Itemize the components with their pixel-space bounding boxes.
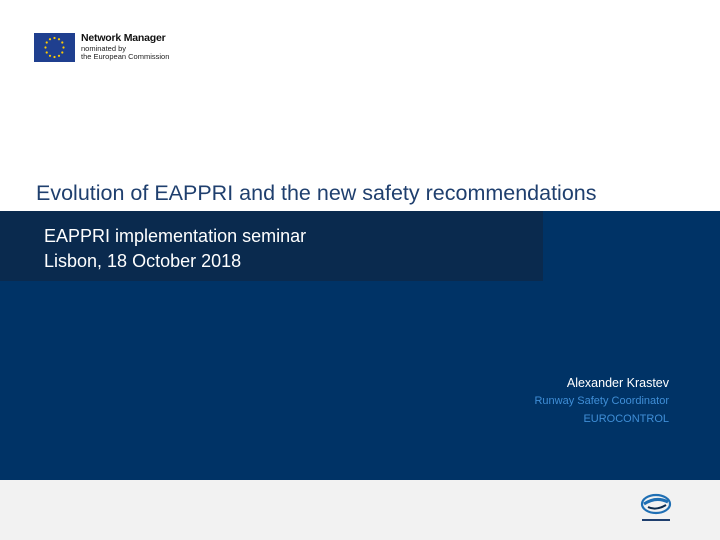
eu-flag-icon (34, 33, 75, 62)
network-manager-subtitle-1: nominated by (81, 43, 127, 53)
network-manager-text (81, 33, 169, 61)
eurocontrol-logo-icon (638, 492, 674, 526)
network-manager-logo (34, 32, 169, 62)
seminar-date-location: Lisbon, 18 October 2018 (44, 251, 242, 271)
presenter-role: Runway Safety Coordinator (534, 395, 669, 407)
presenter-name: Alexander Krastev (566, 376, 669, 390)
network-manager-title: Network Manager (81, 32, 166, 45)
seminar-info (44, 224, 306, 274)
presenter-organization: EUROCONTROL (583, 413, 669, 425)
network-manager-subtitle-2: the European Commission (81, 52, 170, 62)
slide-title: Evolution of EAPPRI and the new safety recommendations (36, 181, 597, 205)
seminar-name: EAPPRI implementation seminar (44, 226, 307, 246)
presenter-info (534, 374, 669, 428)
footer-bar (0, 480, 720, 540)
